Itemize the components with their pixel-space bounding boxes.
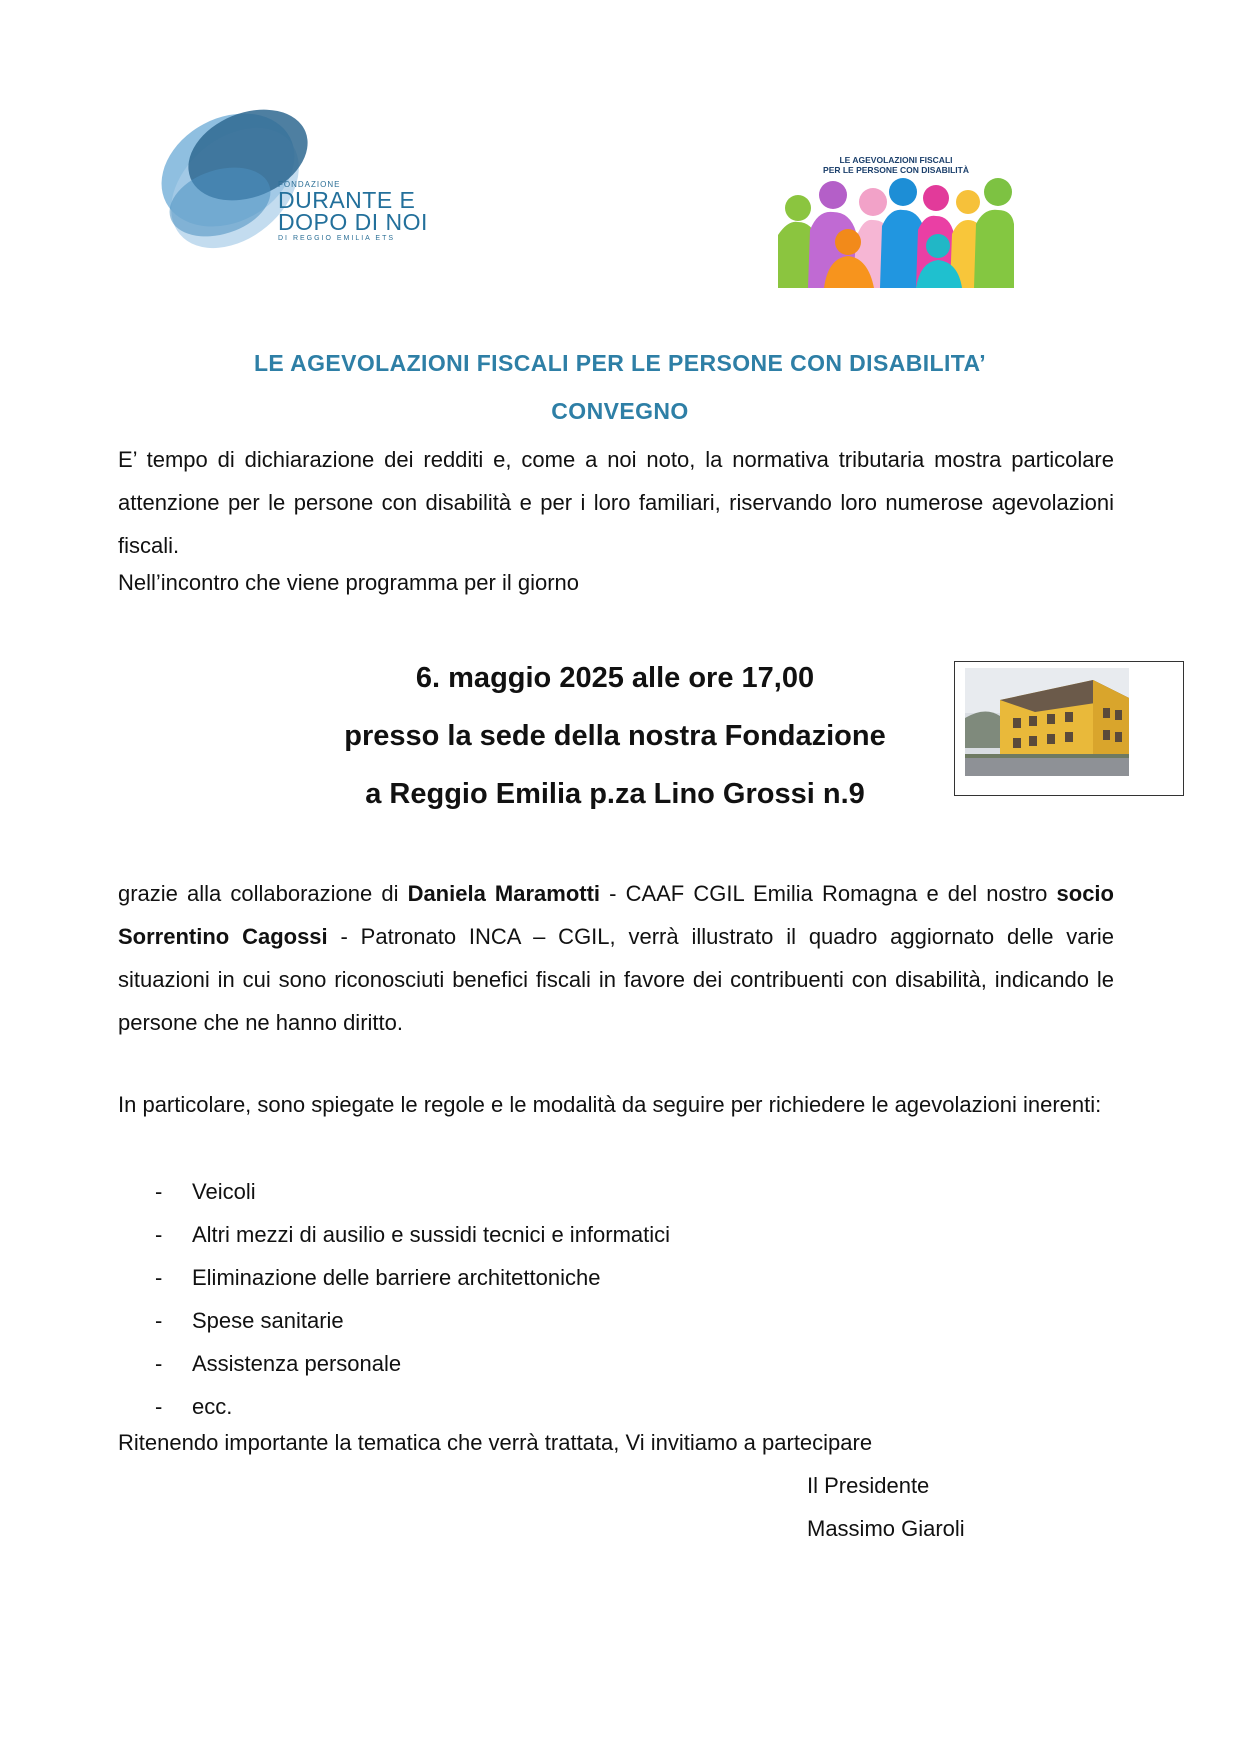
foundation-logo-small: FONDAZIONE [278,180,341,189]
intro-paragraph [118,438,1114,567]
building-photo [965,668,1129,776]
document-title: LE AGEVOLAZIONI FISCALI PER LE PERSONE CON DISABILITA’ [253,350,987,376]
list-dash: - [155,1351,163,1376]
foundation-logo-tiny: DI REGGIO EMILIA ETS [278,235,396,242]
list-dash: - [155,1265,163,1290]
foundation-logo-line1: DURANTE E [278,187,416,213]
foundation-logo-text [278,180,428,242]
list-item-label: Assistenza personale [192,1351,402,1376]
foundation-logo-line2: DOPO DI NOI [278,209,428,235]
details-intro: In particolare, sono spiegate le regole e le modalità da seguire per richiedere le agevolazioni inerenti: [118,1092,1102,1117]
document-subtitle: CONVEGNO [551,398,689,424]
list-item [155,1170,670,1213]
list-dash: - [155,1394,163,1419]
closing-line: Ritenendo importante la tematica che verrà trattata, Vi invitiamo a partecipare [118,1430,873,1455]
collaboration-paragraph [118,872,1114,1044]
people-logo-title [778,155,1014,175]
agevolazioni-list [155,1170,670,1428]
list-item [155,1256,670,1299]
intro-text: E’ tempo di dichiarazione dei redditi e, come a noi noto, la normativa tributaria mostra particolare attenzione per le persone con disabilità e per i loro familiari, riservando loro numerose agevolazioni fiscali. [118,447,1114,558]
signature-name: Massimo Giaroli [807,1516,965,1541]
list-item [155,1299,670,1342]
collab-pre: grazie alla collaborazione di [118,881,408,906]
event-date: 6. maggio 2025 alle ore 17,00 [415,662,815,694]
list-item [155,1385,670,1428]
list-item [155,1213,670,1256]
collaborator-1: Daniela Maramotti [407,881,601,906]
signature-role: Il Presidente [807,1473,930,1498]
collab-rest: - Patronato INCA – CGIL, verrà illustrato il quadro aggiornato delle varie situazioni in cui sono riconosciuti benefici fiscali in favore dei contribuenti con disabilità, indicando le persone che ne hanno diritto. [118,924,1114,1035]
event-place: presso la sede della nostra Fondazione [344,720,886,752]
list-dash: - [155,1308,163,1333]
collaborator-2: socio Sorrentino Cagossi [118,881,1114,949]
list-dash: - [155,1222,163,1247]
list-item-label: ecc. [192,1394,233,1419]
list-item-label: Spese sanitarie [192,1308,344,1333]
list-item-label: Altri mezzi di ausilio e sussidi tecnici e informatici [192,1222,671,1247]
people-logo-line2: PER LE PERSONE CON DISABILITÀ [823,165,969,175]
intro-line2: Nell’incontro che viene programma per il giorno [118,570,580,595]
list-item-label: Veicoli [192,1179,256,1204]
collab-text [118,881,1114,1035]
list-item [155,1342,670,1385]
people-logo-line1: LE AGEVOLAZIONI FISCALI [839,155,953,165]
collab-mid: - CAAF CGIL Emilia Romagna e del nostro [600,881,1057,906]
list-dash: - [155,1179,163,1204]
list-item-label: Eliminazione delle barriere architettoniche [192,1265,601,1290]
event-address: a Reggio Emilia p.za Lino Grossi n.9 [365,778,865,810]
details-paragraph [118,1083,1114,1126]
